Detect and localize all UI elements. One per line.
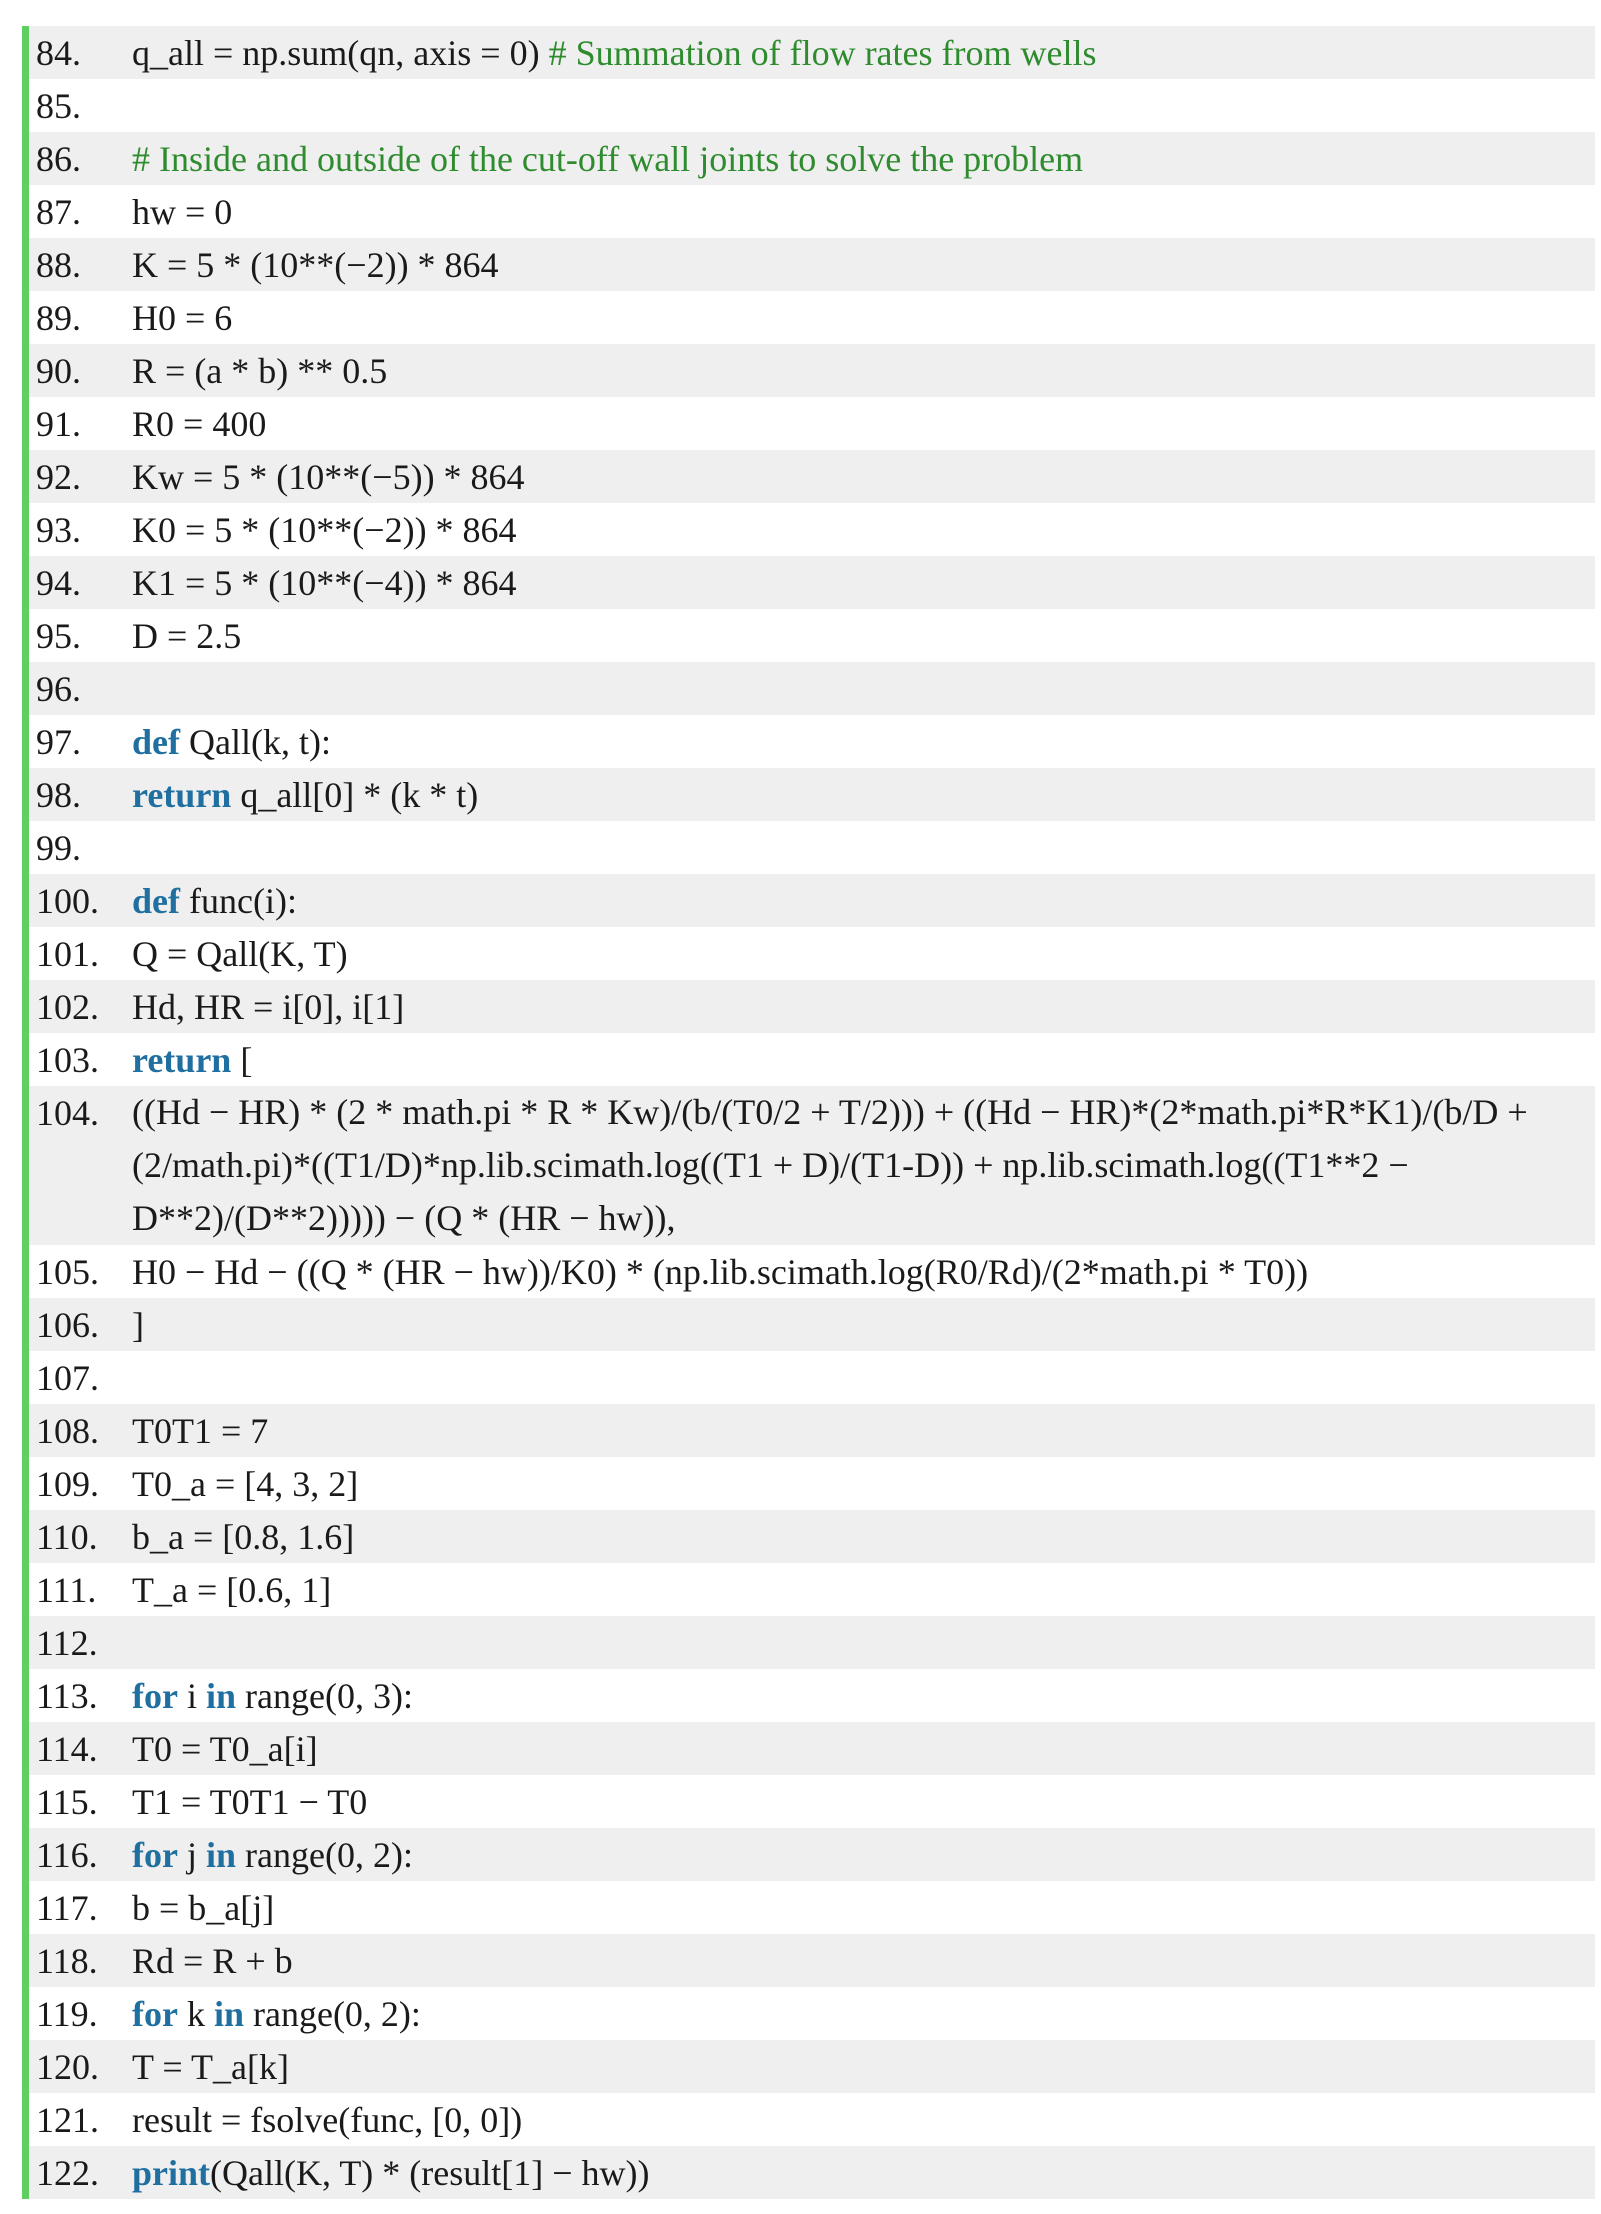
code-text — [128, 509, 1595, 551]
line-number: 97. — [36, 721, 81, 762]
code-line — [29, 1616, 1595, 1669]
code-text — [128, 403, 1595, 445]
code-line — [29, 715, 1595, 768]
code-line — [29, 2093, 1595, 2146]
code-line — [29, 1934, 1595, 1987]
code-token: b_a = [0.8, 1.6] — [132, 1516, 355, 1557]
code-line — [29, 450, 1595, 503]
line-number: 98. — [36, 774, 81, 815]
code-token: Qall(k, t): — [180, 721, 331, 762]
code-text — [128, 138, 1595, 180]
line-number: 88. — [36, 244, 81, 285]
code-line — [29, 1510, 1595, 1563]
keyword: for — [132, 1834, 178, 1875]
code-text — [128, 2152, 1595, 2194]
line-number: 87. — [36, 191, 81, 232]
code-text — [128, 297, 1595, 339]
line-number: 96. — [36, 668, 81, 709]
code-token: ] — [132, 1304, 144, 1345]
line-number: 94. — [36, 562, 81, 603]
code-token: K = 5 * (10**(−2)) * 864 — [132, 244, 499, 285]
code-line — [29, 1987, 1595, 2040]
code-token: q_all[0] * (k * t) — [231, 774, 479, 815]
code-token: T_a = [0.6, 1] — [132, 1569, 332, 1610]
line-number: 111. — [36, 1569, 97, 1610]
code-text — [128, 933, 1595, 975]
code-text — [128, 1993, 1595, 2035]
line-number: 110. — [36, 1516, 98, 1557]
code-token: result = fsolve(func, [0, 0]) — [132, 2099, 523, 2140]
line-number: 91. — [36, 403, 81, 444]
code-line — [29, 2146, 1595, 2199]
code-token: j — [177, 1834, 206, 1875]
keyword: return — [132, 1039, 232, 1080]
code-token: T = T_a[k] — [132, 2046, 289, 2087]
code-line — [29, 1881, 1595, 1934]
code-token: ((Hd − HR) * (2 * math.pi * R * Kw)/(b/(T0/2 + T/2))) + ((Hd − HR)*(2*math.pi*R*K1)/(b/D + (2/math.pi)*((T1/D)*np.lib.scimath.log((T1 + D)/(T1-D)) + np.lib.scimath.log((T1**2 − D**2)/(D**2))))) − (Q * (HR − hw)), — [132, 1092, 1537, 1238]
line-number: 114. — [36, 1728, 98, 1769]
code-token: T0_a = [4, 3, 2] — [132, 1463, 359, 1504]
line-number: 84. — [36, 32, 81, 73]
line-number: 118. — [36, 1940, 98, 1981]
code-line — [29, 1404, 1595, 1457]
code-line — [29, 556, 1595, 609]
line-number: 92. — [36, 456, 81, 497]
code-text — [128, 1086, 1595, 1245]
code-line — [29, 238, 1595, 291]
code-line — [29, 132, 1595, 185]
keyword: in — [213, 1993, 244, 2034]
code-text — [128, 1516, 1595, 1558]
code-line — [29, 1457, 1595, 1510]
code-line — [29, 344, 1595, 397]
code-line — [29, 2040, 1595, 2093]
code-token: R = (a * b) ** 0.5 — [132, 350, 388, 391]
code-line — [29, 1298, 1595, 1351]
code-token: Q = Qall(K, T) — [132, 933, 348, 974]
line-number: 122. — [36, 2152, 99, 2193]
code-token: T1 = T0T1 − T0 — [132, 1781, 368, 1822]
code-token: R0 = 400 — [132, 403, 267, 444]
code-text — [128, 986, 1595, 1028]
code-token: H0 − Hd − ((Q * (HR − hw))/K0) * (np.lib.scimath.log(R0/Rd)/(2*math.pi * T0)) — [132, 1251, 1309, 1292]
code-line — [29, 1086, 1595, 1245]
code-text — [128, 2099, 1595, 2141]
code-text — [128, 1039, 1595, 1081]
code-text — [128, 1304, 1595, 1346]
code-text — [128, 350, 1595, 392]
code-token: b = b_a[j] — [132, 1887, 275, 1928]
code-line — [29, 821, 1595, 874]
code-line — [29, 1828, 1595, 1881]
code-token: K0 = 5 * (10**(−2)) * 864 — [132, 509, 517, 550]
line-number: 106. — [36, 1304, 99, 1345]
code-text — [128, 880, 1595, 922]
code-text — [128, 1410, 1595, 1452]
code-text — [128, 1781, 1595, 1823]
line-number: 107. — [36, 1357, 99, 1398]
line-number: 103. — [36, 1039, 99, 1080]
code-token: k — [177, 1993, 214, 2034]
keyword: def — [132, 721, 180, 762]
keyword: in — [205, 1834, 237, 1875]
line-number: 116. — [36, 1834, 98, 1875]
code-line — [29, 662, 1595, 715]
code-line — [29, 1351, 1595, 1404]
line-number: 104. — [36, 1093, 99, 1133]
code-token: T0 = T0_a[i] — [132, 1728, 318, 1769]
code-line — [29, 26, 1595, 79]
line-number: 112. — [36, 1622, 98, 1663]
keyword: in — [205, 1675, 237, 1716]
line-number: 89. — [36, 297, 81, 338]
line-number: 95. — [36, 615, 81, 656]
code-token: Kw = 5 * (10**(−5)) * 864 — [132, 456, 525, 497]
line-number: 115. — [36, 1781, 98, 1822]
line-number: 86. — [36, 138, 81, 179]
line-number: 101. — [36, 933, 99, 974]
code-token: Hd, HR = i[0], i[1] — [132, 986, 405, 1027]
code-line — [29, 503, 1595, 556]
line-number: 109. — [36, 1463, 99, 1504]
code-token: [ — [231, 1039, 253, 1080]
code-line — [29, 1563, 1595, 1616]
code-text — [128, 191, 1595, 233]
comment: # Inside and outside of the cut-off wall joints to solve the problem — [132, 138, 1084, 179]
code-token: range(0, 2): — [244, 1993, 421, 2034]
code-token: (Qall(K, T) * (result[1] − hw)) — [210, 2152, 650, 2193]
code-token: D = 2.5 — [132, 615, 242, 656]
line-number: 90. — [36, 350, 81, 391]
code-text — [128, 615, 1595, 657]
line-number: 121. — [36, 2099, 99, 2140]
code-text — [128, 456, 1595, 498]
code-line — [29, 768, 1595, 821]
line-number: 102. — [36, 986, 99, 1027]
code-line — [29, 980, 1595, 1033]
code-token: i — [177, 1675, 206, 1716]
code-token: q_all = np.sum(qn, axis = 0) — [132, 32, 549, 73]
code-text — [128, 2046, 1595, 2088]
code-text — [128, 244, 1595, 286]
line-number: 108. — [36, 1410, 99, 1451]
code-text — [128, 1251, 1595, 1293]
code-token: range(0, 3): — [236, 1675, 413, 1716]
code-line — [29, 874, 1595, 927]
code-line — [29, 1245, 1595, 1298]
code-text — [128, 721, 1595, 763]
code-line — [29, 609, 1595, 662]
code-line — [29, 1775, 1595, 1828]
line-number: 113. — [36, 1675, 98, 1716]
code-line — [29, 927, 1595, 980]
code-text — [128, 562, 1595, 604]
line-number: 105. — [36, 1251, 99, 1292]
code-token: Rd = R + b — [132, 1940, 293, 1981]
code-line — [29, 79, 1595, 132]
code-line — [29, 291, 1595, 344]
keyword: for — [132, 1993, 178, 2034]
code-line — [29, 1669, 1595, 1722]
code-text — [128, 1940, 1595, 1982]
code-line — [29, 1033, 1595, 1086]
code-line — [29, 397, 1595, 450]
line-number: 120. — [36, 2046, 99, 2087]
code-token: hw = 0 — [132, 191, 233, 232]
code-line — [29, 185, 1595, 238]
code-text — [128, 1887, 1595, 1929]
code-text — [128, 1569, 1595, 1611]
line-number: 99. — [36, 827, 81, 868]
comment: # Summation of flow rates from wells — [548, 32, 1097, 73]
code-token: T0T1 = 7 — [132, 1410, 269, 1451]
code-token: H0 = 6 — [132, 297, 233, 338]
line-number: 119. — [36, 1993, 98, 2034]
keyword: for — [132, 1675, 178, 1716]
code-text — [128, 1675, 1595, 1717]
code-text — [128, 774, 1595, 816]
code-text — [128, 1463, 1595, 1505]
code-token: func(i): — [180, 880, 297, 921]
line-number: 100. — [36, 880, 99, 921]
keyword: print — [132, 2152, 211, 2193]
line-number: 85. — [36, 85, 81, 126]
keyword: return — [132, 774, 232, 815]
code-text — [128, 1834, 1595, 1876]
code-text — [128, 32, 1595, 74]
code-line — [29, 1722, 1595, 1775]
line-number: 117. — [36, 1887, 98, 1928]
code-token: K1 = 5 * (10**(−4)) * 864 — [132, 562, 517, 603]
line-number: 93. — [36, 509, 81, 550]
code-text — [128, 1728, 1595, 1770]
code-token: range(0, 2): — [236, 1834, 413, 1875]
code-listing — [22, 26, 1595, 2199]
keyword: def — [132, 880, 180, 921]
